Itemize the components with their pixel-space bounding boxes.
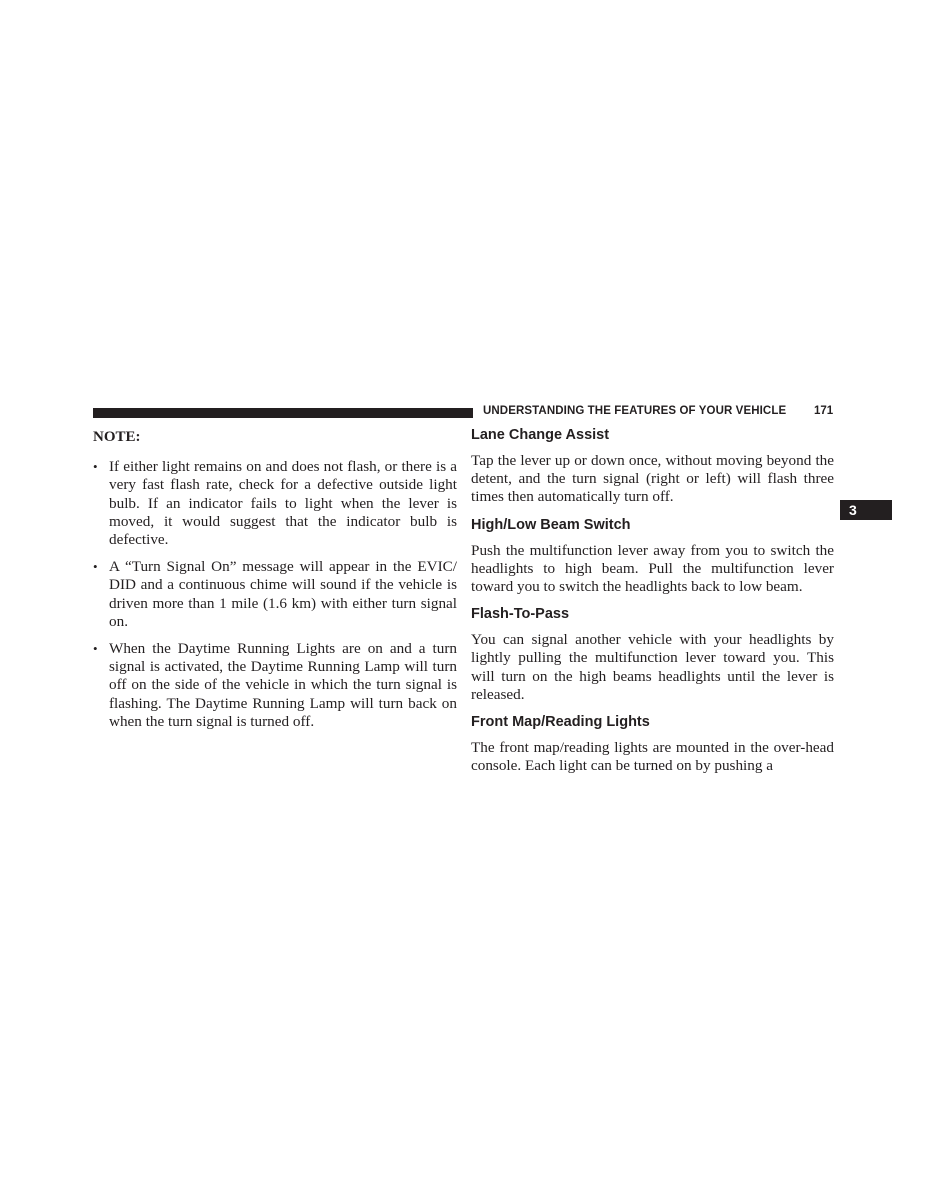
right-column bbox=[471, 426, 834, 784]
note-bullet-item bbox=[93, 640, 457, 731]
bullet-icon: • bbox=[93, 459, 98, 475]
note-bullet-item bbox=[93, 558, 457, 631]
chapter-tab: 3 bbox=[840, 500, 892, 520]
header-rule bbox=[93, 408, 473, 418]
section-heading-high-low-beam: High/Low Beam Switch bbox=[471, 516, 631, 533]
section-body-front-map-reading-lights: The front map/reading lights are mounted in the over-head console. Each light can be turned on by pushing a bbox=[471, 739, 834, 775]
bullet-icon: • bbox=[93, 559, 98, 575]
page-number: 171 bbox=[814, 405, 834, 417]
section-heading-lane-change-assist: Lane Change Assist bbox=[471, 427, 610, 443]
section-body-lane-change-assist: Tap the lever up or down once, without moving beyond the detent, and the turn signal (right or left) will flash three times then automatically turn off. bbox=[471, 452, 834, 506]
section-heading-front-map-reading-lights: Front Map/Reading Lights bbox=[471, 714, 650, 731]
note-bullet-text: When the Daytime Running Lights are on and a turn signal is activated, the Daytime Running Lamp will turn off on the side of the vehicle in which the turn signal is flashing. The Daytime Running Lamp will turn back on when the turn signal is turned off. bbox=[109, 640, 457, 730]
section-body-high-low-beam: Push the multifunction lever away from you to switch the headlights to high beam. Pull the multifunction lever toward you to switch the headlights back to low beam. bbox=[471, 541, 834, 596]
note-bullet-list bbox=[93, 458, 457, 731]
section-heading-flash-to-pass: Flash-To-Pass bbox=[471, 606, 570, 623]
section-body-flash-to-pass: You can signal another vehicle with your headlights by lightly pulling the multifunction lever toward you. This will turn on the high beams headlights until the lever is released. bbox=[471, 631, 834, 703]
note-bullet-text: If either light remains on and does not flash, or there is a very fast flash rate, check for a defective outside light bulb. If an indicator fails to light when the lever is moved, it would suggest that the indicator bulb is defective. bbox=[109, 458, 457, 549]
running-header-title: UNDERSTANDING THE FEATURES OF YOUR VEHICLE bbox=[483, 405, 787, 417]
bullet-icon: • bbox=[93, 641, 98, 657]
note-bullet-item bbox=[93, 458, 457, 549]
note-label: NOTE: bbox=[93, 429, 141, 445]
left-column bbox=[93, 426, 457, 740]
note-bullet-text: A “Turn Signal On” message will appear in the EVIC/ DID and a continuous chime will sound if the vehicle is driven more than 1 mile (1.6 km) with either turn signal on. bbox=[109, 558, 457, 630]
